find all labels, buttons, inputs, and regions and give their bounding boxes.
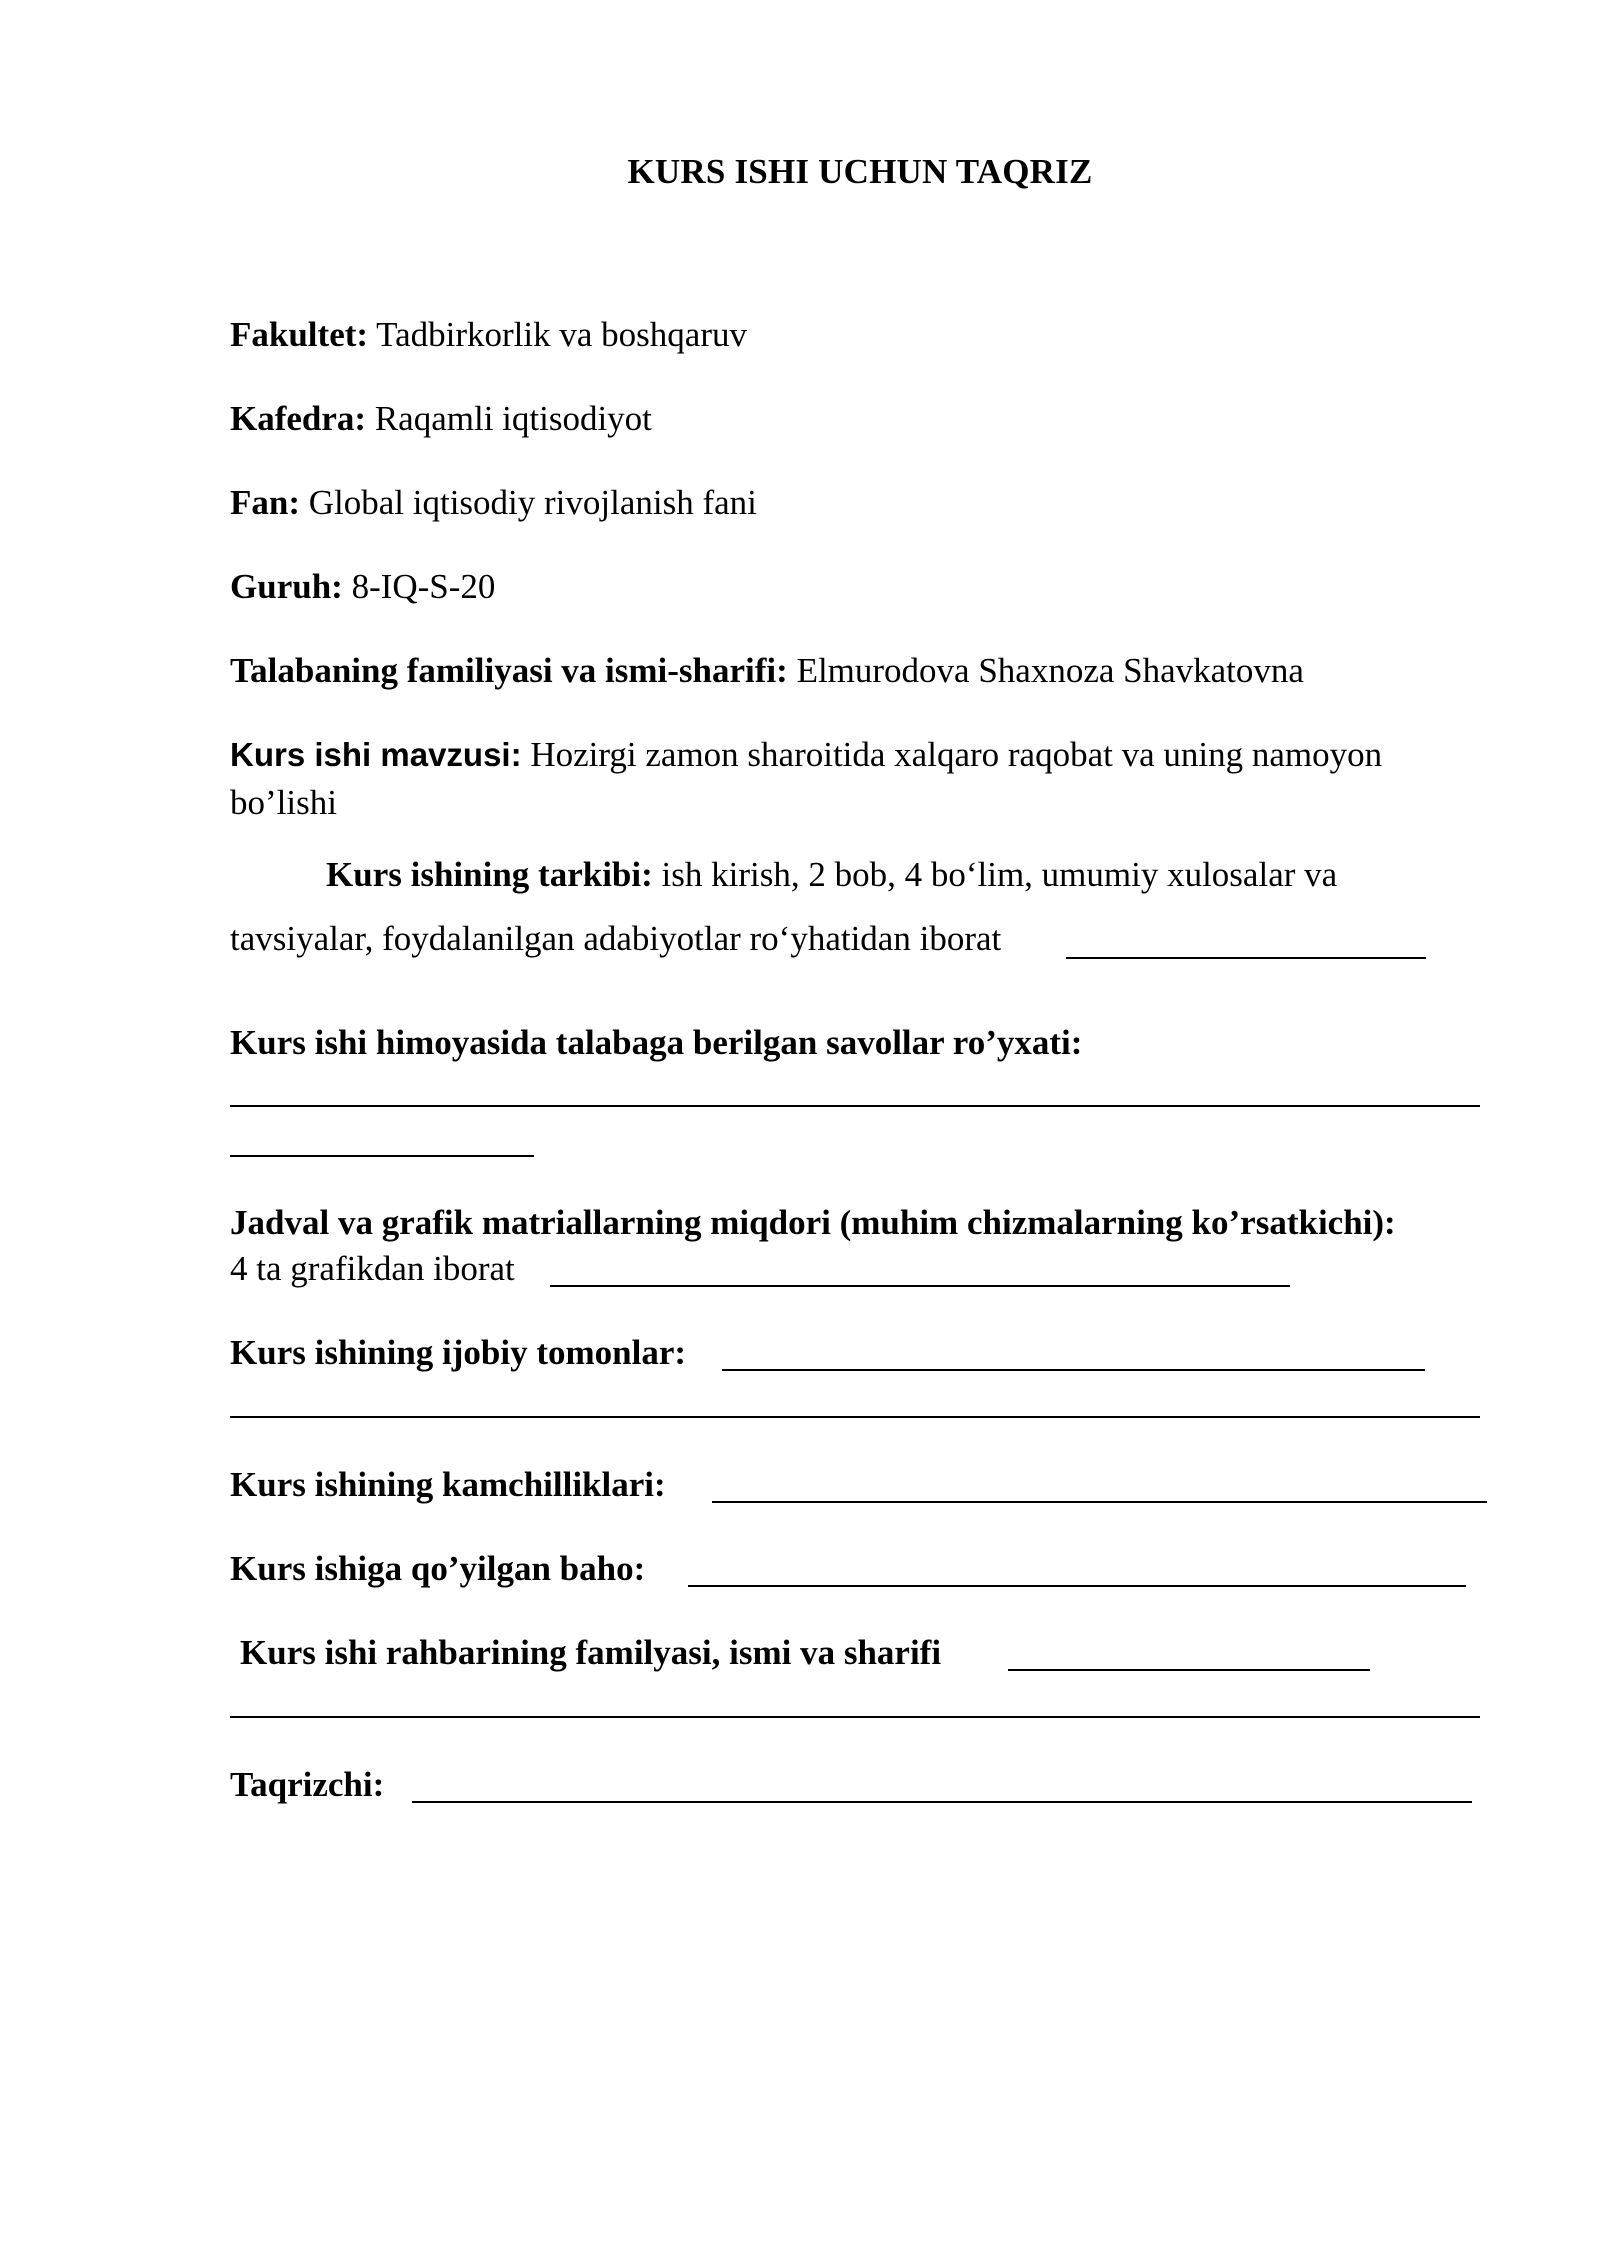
talaba-value: Elmurodova Shaxnoza Shavkatovna [796,651,1304,690]
tarkib-value-line2: tavsiyalar, foydalanilgan adabiyotlar ro‘yhatidan iborat [230,919,1002,958]
field-kafedra [230,396,652,442]
field-talaba [230,648,1304,694]
jadval-value: 4 ta grafikdan iborat [230,1249,515,1288]
ijobiy-label: Kurs ishining ijobiy tomonlar: [230,1333,687,1372]
field-guruh [230,564,495,610]
tarkib-label: Kurs ishining tarkibi: [326,855,653,894]
kafedra-label: Kafedra: [230,399,367,438]
baho-blank-line [688,1585,1466,1587]
field-tarkib-cont [230,916,1001,962]
jadval-blank-line [550,1285,1290,1287]
fan-label: Fan: [230,483,300,522]
fakultet-value: Tadbirkorlik va boshqaruv [376,315,747,354]
taqrizchi-blank-line [412,1801,1472,1803]
guruh-label: Guruh: [230,567,343,606]
field-tarkib [326,852,1337,898]
document-title: KURS ISHI UCHUN TAQRIZ [627,152,1093,191]
taqrizchi-label: Taqrizchi: [230,1765,385,1804]
kamchilik-label: Kurs ishining kamchilliklari: [230,1465,666,1504]
ijobiy-blank-line-2 [230,1416,1480,1418]
kafedra-value: Raqamli iqtisodiyot [374,399,652,438]
rahbar-blank-line-2 [230,1716,1480,1718]
field-fan [230,480,757,526]
savollar-blank-line-2 [230,1155,534,1157]
field-mavzu [230,732,1382,778]
tarkib-blank-line [1066,957,1426,959]
baho-label: Kurs ishiga qo’yilgan baho: [230,1549,646,1588]
rahbar-blank-line-1 [1008,1669,1370,1671]
fan-value: Global iqtisodiy rivojlanish fani [308,483,757,522]
talaba-label: Talabaning familiyasi va ismi-sharifi: [230,651,788,690]
tarkib-value-line1: ish kirish, 2 bob, 4 bo‘lim, umumiy xulosalar va [661,855,1338,894]
ijobiy-blank-line-1 [722,1369,1425,1371]
savollar-blank-line-1 [230,1105,1480,1107]
mavzu-value-line1: Hozirgi zamon sharoitida xalqaro raqobat va uning namoyon [530,735,1383,774]
rahbar-label: Kurs ishi rahbarining familyasi, ismi va sharifi [240,1633,942,1672]
field-mavzu-cont [230,780,337,826]
mavzu-label: Kurs ishi mavzusi: [230,736,522,773]
field-fakultet [230,312,747,358]
savollar-label: Kurs ishi himoyasida talabaga berilgan savollar ro’yxati: [230,1023,1083,1062]
mavzu-value-line2: bo’lishi [230,783,337,822]
kamchilik-blank-line [712,1501,1487,1503]
jadval-label: Jadval va grafik matriallarning miqdori (muhim chizmalarning ko’rsatkichi): [230,1203,1396,1242]
fakultet-label: Fakultet: [230,315,369,354]
guruh-value: 8-IQ-S-20 [351,567,496,606]
